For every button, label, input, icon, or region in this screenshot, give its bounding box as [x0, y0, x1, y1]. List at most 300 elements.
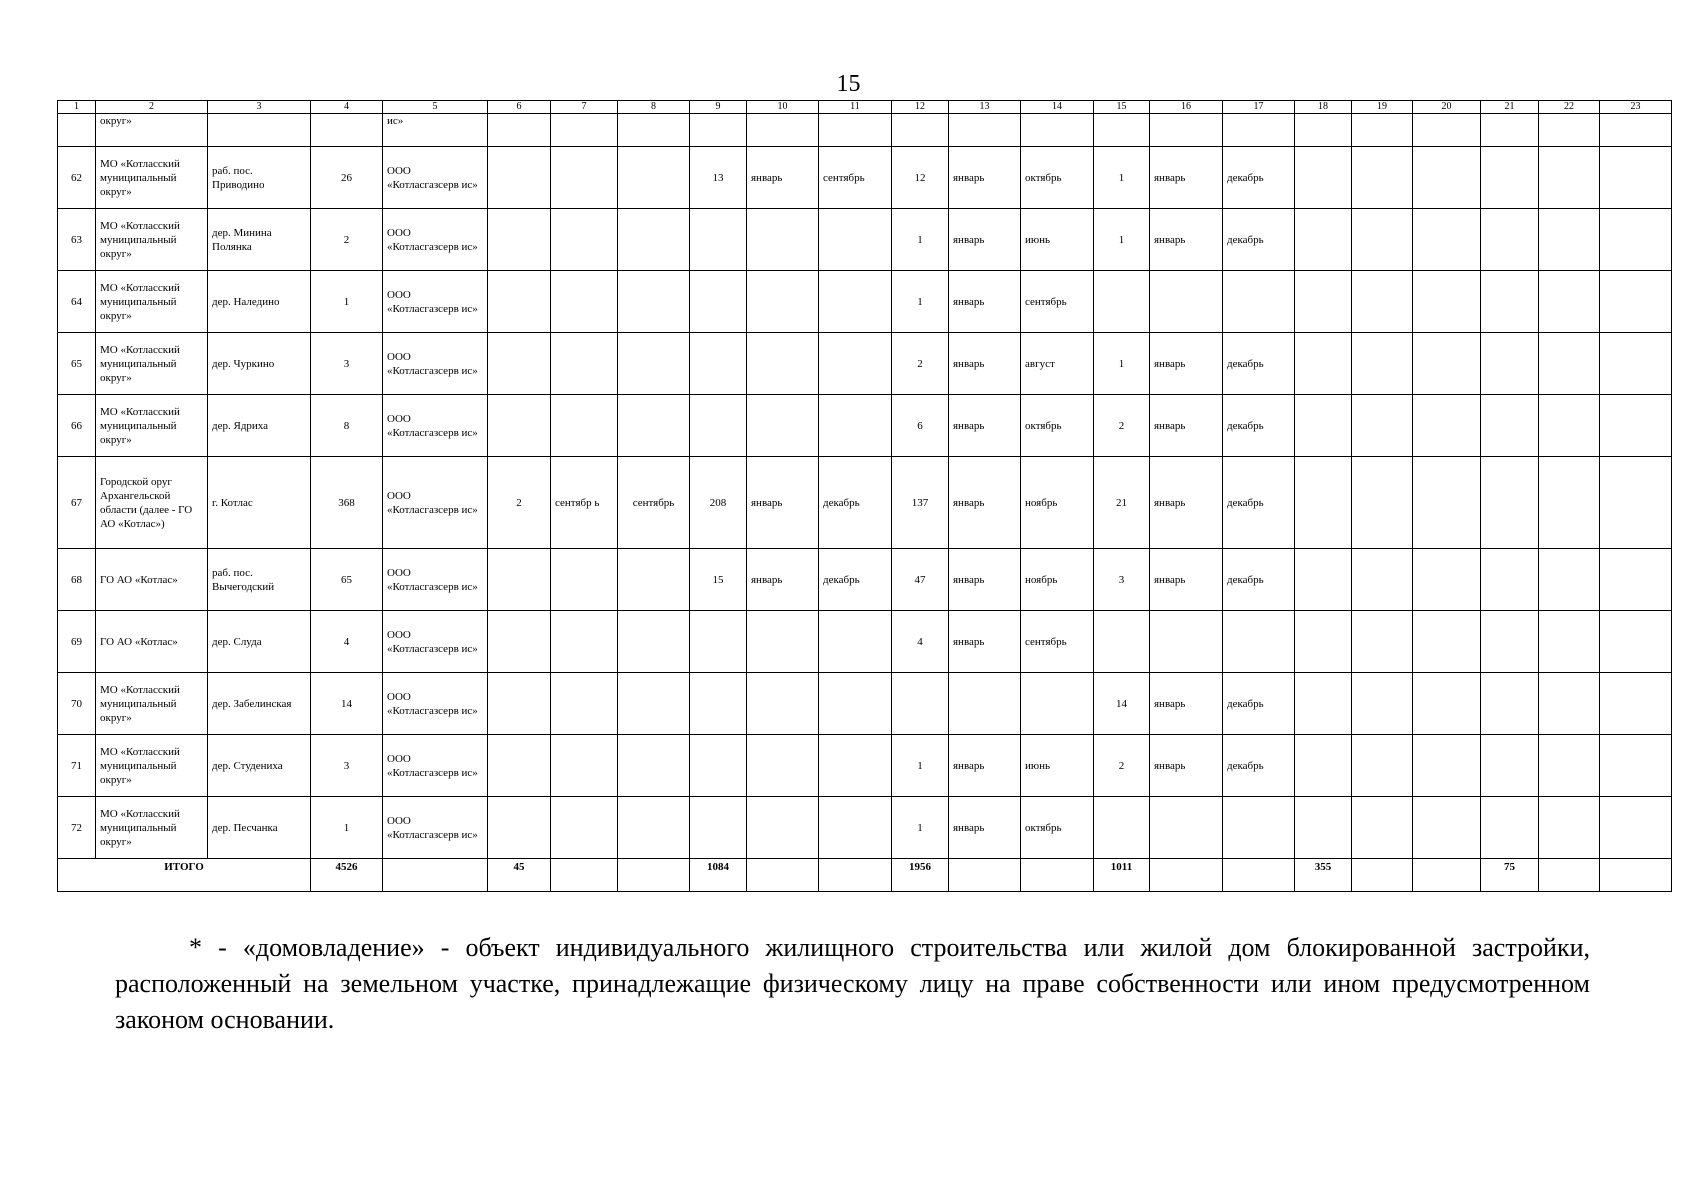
- cell: [618, 333, 690, 395]
- cell: [1150, 271, 1223, 333]
- cell: ООО «Котласгазсерв ис»: [383, 333, 488, 395]
- column-number: 11: [819, 101, 892, 114]
- cell: МО «Котласский муниципальный округ»: [96, 797, 208, 859]
- cell: январь: [949, 147, 1021, 209]
- cell: ООО «Котласгазсерв ис»: [383, 395, 488, 457]
- column-number: 21: [1481, 101, 1539, 114]
- cell: [1481, 673, 1539, 735]
- table-row: [58, 735, 1672, 797]
- cell: январь: [1150, 209, 1223, 271]
- cell: [551, 611, 618, 673]
- cell: январь: [949, 735, 1021, 797]
- cell: ноябрь: [1021, 457, 1094, 549]
- cell: [1539, 395, 1600, 457]
- cell: [1600, 333, 1672, 395]
- cell: [1352, 549, 1413, 611]
- cell: [747, 673, 819, 735]
- cell: [690, 271, 747, 333]
- cell: дер. Наледино: [208, 271, 311, 333]
- cell: МО «Котласский муниципальный округ»: [96, 673, 208, 735]
- cell: [690, 395, 747, 457]
- cell: январь: [949, 395, 1021, 457]
- cell: [311, 114, 383, 147]
- cell: [1223, 611, 1295, 673]
- cell: [690, 797, 747, 859]
- column-number: 4: [311, 101, 383, 114]
- cell: [1352, 271, 1413, 333]
- cell: [618, 735, 690, 797]
- cell: ООО «Котласгазсерв ис»: [383, 147, 488, 209]
- cell: [551, 209, 618, 271]
- cell: [488, 735, 551, 797]
- cell: [1600, 673, 1672, 735]
- cell: 66: [58, 395, 96, 457]
- total-cell: [1021, 859, 1094, 892]
- cell: 2: [1094, 395, 1150, 457]
- cell: [1352, 395, 1413, 457]
- cell: [819, 673, 892, 735]
- cell: 3: [311, 333, 383, 395]
- table-row: [58, 209, 1672, 271]
- total-cell: 355: [1295, 859, 1352, 892]
- total-cell: [1539, 859, 1600, 892]
- cell: август: [1021, 333, 1094, 395]
- cell: 68: [58, 549, 96, 611]
- cell: сентябр ь: [551, 457, 618, 549]
- cell: [1295, 549, 1352, 611]
- cell: [1539, 333, 1600, 395]
- cell: 1: [892, 735, 949, 797]
- cell: январь: [949, 271, 1021, 333]
- cell: декабрь: [1223, 147, 1295, 209]
- cell: 70: [58, 673, 96, 735]
- cell: 137: [892, 457, 949, 549]
- column-number: 16: [1150, 101, 1223, 114]
- cell: [1295, 797, 1352, 859]
- table-body: [58, 101, 1672, 892]
- cell: 2: [892, 333, 949, 395]
- cell: январь: [747, 549, 819, 611]
- column-number: 19: [1352, 101, 1413, 114]
- table-row: [58, 457, 1672, 549]
- cell: 1: [892, 797, 949, 859]
- cell: ГО АО «Котлас»: [96, 549, 208, 611]
- cell: ООО «Котласгазсерв ис»: [383, 271, 488, 333]
- cell: декабрь: [1223, 673, 1295, 735]
- cell: [1094, 797, 1150, 859]
- cell: 1: [311, 271, 383, 333]
- total-cell: [1413, 859, 1481, 892]
- cell: [690, 673, 747, 735]
- cell: [1481, 797, 1539, 859]
- total-cell: 45: [488, 859, 551, 892]
- cell: [1413, 395, 1481, 457]
- cell: [1223, 271, 1295, 333]
- cell: январь: [949, 457, 1021, 549]
- cell: [1539, 735, 1600, 797]
- cell: 64: [58, 271, 96, 333]
- cell: 62: [58, 147, 96, 209]
- cell: [1295, 611, 1352, 673]
- cell: 1: [1094, 147, 1150, 209]
- cell: [1539, 209, 1600, 271]
- cell: [747, 735, 819, 797]
- cell: [1413, 673, 1481, 735]
- cell: [1295, 673, 1352, 735]
- cell: [892, 673, 949, 735]
- cell: [1094, 611, 1150, 673]
- cell: [488, 147, 551, 209]
- total-cell: [1150, 859, 1223, 892]
- total-cell: 75: [1481, 859, 1539, 892]
- cell: ноябрь: [1021, 549, 1094, 611]
- cell: ООО «Котласгазсерв ис»: [383, 457, 488, 549]
- cell: [1539, 611, 1600, 673]
- cell: [1413, 147, 1481, 209]
- cell: [1352, 735, 1413, 797]
- cell: 67: [58, 457, 96, 549]
- cell: [1600, 797, 1672, 859]
- cell: 2: [1094, 735, 1150, 797]
- page-number: 15: [836, 71, 861, 97]
- total-cell: 1956: [892, 859, 949, 892]
- cell: [1481, 209, 1539, 271]
- cell: 2: [488, 457, 551, 549]
- cell: [1295, 735, 1352, 797]
- cell: [618, 549, 690, 611]
- cell: январь: [1150, 333, 1223, 395]
- cell: [551, 549, 618, 611]
- cell: [1539, 549, 1600, 611]
- cell: дер. Забелинская: [208, 673, 311, 735]
- column-number: 2: [96, 101, 208, 114]
- cell: сентябрь: [618, 457, 690, 549]
- total-cell: [1223, 859, 1295, 892]
- cell: [690, 611, 747, 673]
- cell: январь: [949, 797, 1021, 859]
- cell: [1539, 673, 1600, 735]
- cell: 8: [311, 395, 383, 457]
- table-row: [58, 271, 1672, 333]
- cell: 1: [892, 209, 949, 271]
- cell: [1352, 611, 1413, 673]
- column-number: 23: [1600, 101, 1672, 114]
- column-number: 12: [892, 101, 949, 114]
- cell: [1352, 209, 1413, 271]
- cell: [819, 797, 892, 859]
- cell: [1413, 549, 1481, 611]
- total-cell: 4526: [311, 859, 383, 892]
- cell: январь: [1150, 395, 1223, 457]
- cell: ООО «Котласгазсерв ис»: [383, 209, 488, 271]
- cell: сентябрь: [1021, 271, 1094, 333]
- total-label: ИТОГО: [58, 859, 311, 892]
- cell: [1295, 147, 1352, 209]
- cell: [1413, 797, 1481, 859]
- cell: январь: [1150, 735, 1223, 797]
- cell: 69: [58, 611, 96, 673]
- cell: декабрь: [1223, 209, 1295, 271]
- column-number: 5: [383, 101, 488, 114]
- cell: МО «Котласский муниципальный округ»: [96, 333, 208, 395]
- cell: дер. Песчанка: [208, 797, 311, 859]
- cell: [618, 147, 690, 209]
- cell: [747, 611, 819, 673]
- column-number: 1: [58, 101, 96, 114]
- cell: [618, 611, 690, 673]
- cell: 1: [311, 797, 383, 859]
- cell: [58, 114, 96, 147]
- cell: 65: [58, 333, 96, 395]
- cell: 63: [58, 209, 96, 271]
- cell: МО «Котласский муниципальный округ»: [96, 209, 208, 271]
- cell: декабрь: [1223, 735, 1295, 797]
- cell: сентябрь: [1021, 611, 1094, 673]
- cell: [690, 735, 747, 797]
- total-cell: [1352, 859, 1413, 892]
- cell: [551, 735, 618, 797]
- cell: дер. Студениха: [208, 735, 311, 797]
- cell: январь: [747, 147, 819, 209]
- table-row: [58, 611, 1672, 673]
- cell: [1295, 457, 1352, 549]
- cell: [747, 209, 819, 271]
- cell: июнь: [1021, 735, 1094, 797]
- cell: [1600, 549, 1672, 611]
- column-number: 15: [1094, 101, 1150, 114]
- cell: январь: [949, 549, 1021, 611]
- total-cell: [618, 859, 690, 892]
- cell: дер. Чуркино: [208, 333, 311, 395]
- cell: [747, 395, 819, 457]
- cell: [1150, 611, 1223, 673]
- cell: [747, 797, 819, 859]
- cell: 2: [311, 209, 383, 271]
- column-number: 9: [690, 101, 747, 114]
- cell: [618, 673, 690, 735]
- cell: декабрь: [1223, 549, 1295, 611]
- cell: декабрь: [1223, 457, 1295, 549]
- cell: ООО «Котласгазсерв ис»: [383, 611, 488, 673]
- cell: 21: [1094, 457, 1150, 549]
- table-row: [58, 395, 1672, 457]
- cell: [618, 395, 690, 457]
- total-row: [58, 859, 1672, 892]
- table-row: [58, 673, 1672, 735]
- cell: [618, 797, 690, 859]
- cell: [618, 271, 690, 333]
- column-number: 22: [1539, 101, 1600, 114]
- column-number-row: [58, 101, 1672, 114]
- cell: Городской оруг Архангельской области (далее - ГО АО «Котлас»): [96, 457, 208, 549]
- cell: 368: [311, 457, 383, 549]
- cell: декабрь: [1223, 333, 1295, 395]
- cell: [747, 333, 819, 395]
- cell: 14: [311, 673, 383, 735]
- cell: [551, 333, 618, 395]
- cell: январь: [1150, 673, 1223, 735]
- cell: [1600, 209, 1672, 271]
- cell: [690, 333, 747, 395]
- cell: январь: [949, 333, 1021, 395]
- cell: дер. Ядриха: [208, 395, 311, 457]
- cell: [488, 797, 551, 859]
- cell: [1539, 271, 1600, 333]
- cell: октябрь: [1021, 395, 1094, 457]
- cell: [488, 271, 551, 333]
- cell: [1481, 271, 1539, 333]
- cell: [690, 209, 747, 271]
- cell: [819, 271, 892, 333]
- total-cell: [1600, 859, 1672, 892]
- table-row: [58, 797, 1672, 859]
- cell: 72: [58, 797, 96, 859]
- cell: [488, 395, 551, 457]
- cell: [1481, 735, 1539, 797]
- cell: МО «Котласский муниципальный округ»: [96, 271, 208, 333]
- cell: дер. Слуда: [208, 611, 311, 673]
- cell: [488, 673, 551, 735]
- cell: [819, 735, 892, 797]
- cell: [819, 611, 892, 673]
- cell: [1223, 797, 1295, 859]
- cell: [1413, 457, 1481, 549]
- column-number: 14: [1021, 101, 1094, 114]
- cell: [1413, 209, 1481, 271]
- cell: ис»: [383, 114, 488, 147]
- cell: [488, 611, 551, 673]
- cell: декабрь: [1223, 395, 1295, 457]
- column-number: 10: [747, 101, 819, 114]
- table-row: [58, 147, 1672, 209]
- cell: 208: [690, 457, 747, 549]
- cell: [1413, 611, 1481, 673]
- cell: [1295, 395, 1352, 457]
- cell: раб. пос. Приводино: [208, 147, 311, 209]
- cell: г. Котлас: [208, 457, 311, 549]
- cell: 1: [1094, 333, 1150, 395]
- cell: [1481, 147, 1539, 209]
- column-number: 8: [618, 101, 690, 114]
- cell: январь: [747, 457, 819, 549]
- cell: [1539, 147, 1600, 209]
- cell: раб. пос. Вычегодский: [208, 549, 311, 611]
- data-table: [57, 100, 1672, 892]
- total-cell: [383, 859, 488, 892]
- cell: [1295, 333, 1352, 395]
- cell: ГО АО «Котлас»: [96, 611, 208, 673]
- cell: 6: [892, 395, 949, 457]
- cell: [949, 673, 1021, 735]
- column-number: 17: [1223, 101, 1295, 114]
- total-cell: [949, 859, 1021, 892]
- cell: [1600, 271, 1672, 333]
- cell: январь: [949, 209, 1021, 271]
- cell: [1352, 797, 1413, 859]
- total-cell: [747, 859, 819, 892]
- cell: [1481, 611, 1539, 673]
- cell: [551, 797, 618, 859]
- cell: [747, 271, 819, 333]
- column-number: 20: [1413, 101, 1481, 114]
- cell: [1539, 797, 1600, 859]
- cell: октябрь: [1021, 147, 1094, 209]
- cell: МО «Котласский муниципальный округ»: [96, 735, 208, 797]
- cell: декабрь: [819, 457, 892, 549]
- cell: [1539, 457, 1600, 549]
- cell: [1352, 673, 1413, 735]
- cell: [1481, 333, 1539, 395]
- column-number: 18: [1295, 101, 1352, 114]
- table-row: [58, 549, 1672, 611]
- cell: октябрь: [1021, 797, 1094, 859]
- cell: [551, 673, 618, 735]
- cell: [1600, 395, 1672, 457]
- cell: январь: [1150, 457, 1223, 549]
- cell: 3: [311, 735, 383, 797]
- cell: [551, 395, 618, 457]
- total-cell: [819, 859, 892, 892]
- cell: [1600, 735, 1672, 797]
- cell: [1150, 797, 1223, 859]
- cell: 71: [58, 735, 96, 797]
- footnote: * - «домовладение» - объект индивидуального жилищного строительства или жилой дом блокированной застройки, расположенный на земельном участке, принадлежащие физическому лицу на праве собственности или ином предусмотренном законом основании.: [115, 933, 1590, 1034]
- cell: [1413, 735, 1481, 797]
- cell: 12: [892, 147, 949, 209]
- cell: сентябрь: [819, 147, 892, 209]
- cell: январь: [949, 611, 1021, 673]
- cell: округ»: [96, 114, 208, 147]
- cell: [1295, 209, 1352, 271]
- cell: [1600, 457, 1672, 549]
- total-cell: [551, 859, 618, 892]
- continuation-row: [58, 114, 1672, 147]
- total-cell: 1011: [1094, 859, 1150, 892]
- cell: [488, 209, 551, 271]
- cell: 4: [311, 611, 383, 673]
- cell: 13: [690, 147, 747, 209]
- cell: [488, 549, 551, 611]
- cell: 26: [311, 147, 383, 209]
- cell: 3: [1094, 549, 1150, 611]
- cell: [819, 395, 892, 457]
- cell: январь: [1150, 147, 1223, 209]
- cell: [488, 333, 551, 395]
- cell: МО «Котласский муниципальный округ»: [96, 395, 208, 457]
- cell: декабрь: [819, 549, 892, 611]
- cell: ООО «Котласгазсерв ис»: [383, 549, 488, 611]
- column-number: 13: [949, 101, 1021, 114]
- cell: 65: [311, 549, 383, 611]
- cell: 47: [892, 549, 949, 611]
- cell: [819, 333, 892, 395]
- cell: [1352, 147, 1413, 209]
- column-number: 3: [208, 101, 311, 114]
- cell: [1413, 333, 1481, 395]
- cell: [1481, 457, 1539, 549]
- cell: [1021, 673, 1094, 735]
- cell: [1352, 457, 1413, 549]
- cell: июнь: [1021, 209, 1094, 271]
- cell: 1: [1094, 209, 1150, 271]
- cell: [1481, 395, 1539, 457]
- cell: 4: [892, 611, 949, 673]
- table-row: [58, 333, 1672, 395]
- cell: [1600, 611, 1672, 673]
- cell: дер. Минина Полянка: [208, 209, 311, 271]
- cell: [1295, 271, 1352, 333]
- cell: [551, 271, 618, 333]
